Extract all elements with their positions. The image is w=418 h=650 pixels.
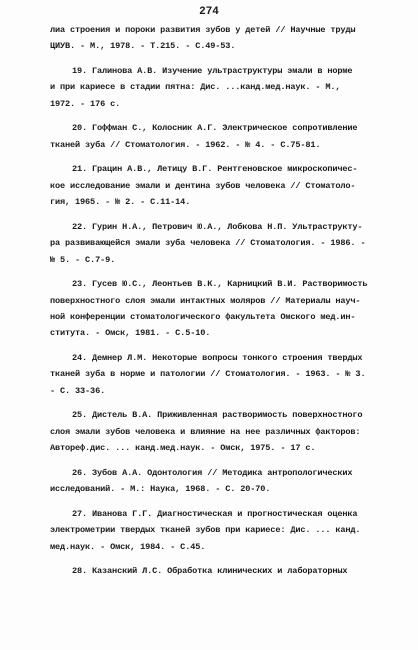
reference-entry: [50, 563, 406, 579]
reference-line: 28. Казанский Л.С. Обработка клинических и лабораторных: [72, 566, 348, 577]
reference-line: Автореф.дис. ... канд.мед.наук. - Омск, 1975. - 17 с.: [50, 443, 316, 454]
reference-line: поверхностного слоя эмали интактных моляров // Материалы науч-: [50, 295, 361, 306]
reference-entry: [50, 465, 406, 498]
reference-line: 24. Демнер Л.М. Некоторые вопросы тонкого строения твердых: [72, 353, 363, 364]
reference-entry: [50, 219, 406, 268]
reference-line: 19. Галинова А.В. Изучение ультраструктуры эмали в норме: [72, 66, 353, 76]
reference-line: 1972. - 176 с.: [50, 98, 121, 109]
reference-line: 25. Дистель В.А. Приживленная растворимость поверхностного: [72, 410, 363, 421]
reference-line: ститута. - Омск, 1981. - С.5-10.: [50, 328, 211, 339]
reference-line: электрометрии твердых тканей зубов при кариесе: Дис. ... канд.: [50, 525, 361, 536]
reference-line: лиа строения и пороки развития зубов у детей // Научные труды: [50, 25, 356, 35]
reference-line: № 5. - С.7-9.: [50, 254, 116, 265]
page-number: 274: [199, 6, 219, 18]
reference-line: 22. Гурин Н.А., Петрович Ю.А., Лобкова Н.П. Ультраструкту-: [72, 221, 363, 232]
reference-entry: [50, 22, 406, 55]
reference-entry: [50, 161, 406, 210]
reference-line: тканей зуба // Стоматология. - 1962. - № 4. - С.75-81.: [50, 139, 321, 150]
reference-line: исследований. - М.: Наука, 1968. - С. 20-70.: [50, 484, 271, 495]
reference-line: ра развивающейся эмали зуба человека // Стоматология. - 1986. -: [50, 238, 366, 249]
reference-line: ЦИУВ. - М., 1978. - Т.215. - С.49-53.: [50, 41, 236, 52]
reference-line: кое исследование эмали и дентина зубов человека // Стоматоло-: [50, 180, 356, 191]
reference-entry: [50, 350, 406, 399]
reference-line: 21. Грацин А.В., Летицу В.Г. Рентгеновское микроскопичес-: [72, 164, 358, 175]
reference-line: ной конференции стоматологического факультета Омского мед.ин-: [50, 312, 356, 323]
reference-line: 26. Зубов А.А. Одонтология // Методика антропологических: [72, 467, 353, 478]
reference-line: мед.наук. - Омск, 1984. - С.45.: [50, 541, 206, 552]
reference-line: слоя эмали зубов человека и влияние на нее различных факторов:: [50, 426, 361, 437]
reference-list: [50, 22, 406, 588]
reference-entry: [50, 63, 406, 112]
reference-line: гия, 1965. - № 2. - С.11-14.: [50, 197, 191, 208]
reference-entry: [50, 506, 406, 555]
reference-entry: [50, 276, 406, 342]
reference-line: 20. Гоффман С., Колосник А.Г. Электрическое сопротивление: [72, 123, 358, 134]
reference-entry: [50, 407, 406, 456]
reference-line: - С. 33-36.: [50, 385, 106, 396]
reference-line: тканей зуба в норме и патологии // Стоматология. - 1963. - № 3.: [50, 369, 366, 380]
reference-entry: [50, 120, 406, 153]
reference-line: и при кариесе в стадии пятна: Дис. ...канд.мед.наук. - М.,: [50, 82, 341, 93]
reference-line: 23. Гусев Ю.С., Леонтьев В.К., Карницкий В.И. Растворимость: [72, 279, 368, 290]
reference-line: 27. Иванова Г.Г. Диагностическая и прогностическая оценка: [72, 508, 358, 519]
